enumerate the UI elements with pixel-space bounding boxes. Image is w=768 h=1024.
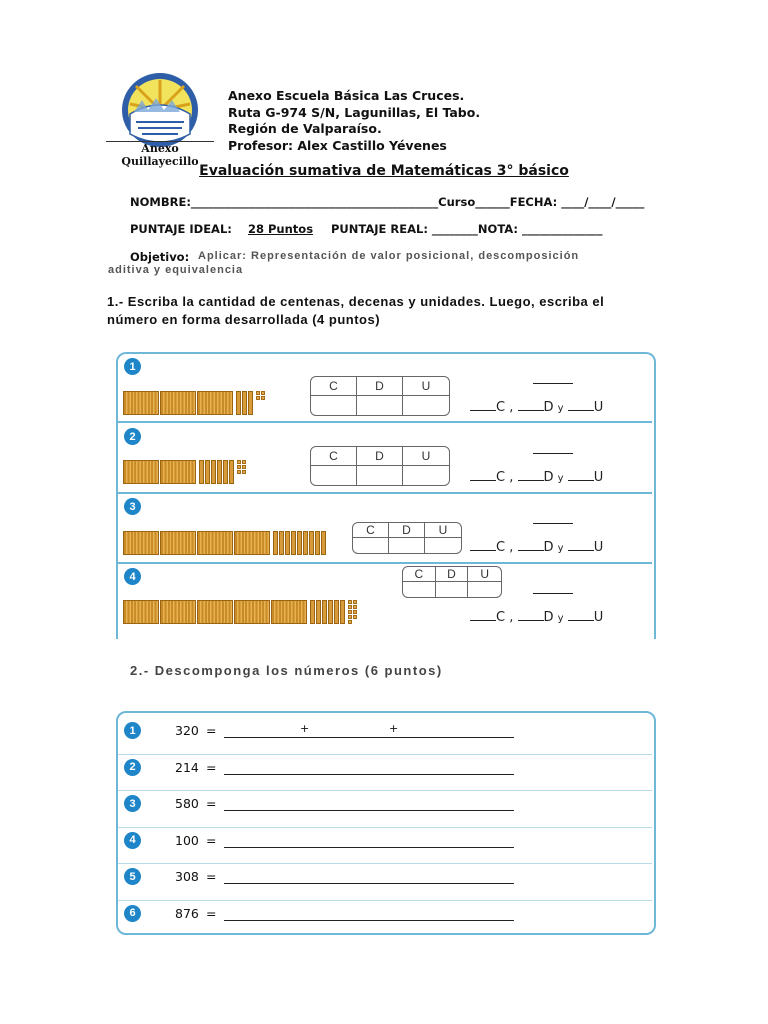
answer-label: , (509, 540, 514, 555)
answer-label: C (496, 470, 506, 485)
cdu-header: D (357, 447, 403, 466)
row-divider (118, 754, 652, 755)
cdu-header: C (311, 447, 357, 466)
answer-blank[interactable] (470, 608, 496, 621)
equals-sign: = (206, 905, 217, 921)
objective-text-2: aditiva y equivalencia (108, 264, 244, 276)
answer-blank[interactable] (470, 538, 496, 551)
unit-cube (348, 615, 352, 619)
cdu-answer-cell[interactable] (403, 396, 449, 415)
answer-label: U (593, 610, 604, 625)
answer-blank[interactable] (518, 468, 544, 481)
unit-cube (353, 605, 357, 609)
answer-blank[interactable] (470, 468, 496, 481)
row-divider (118, 790, 652, 791)
school-region: Región de Valparaíso. (228, 121, 382, 136)
hundred-block (234, 531, 270, 555)
item-number-badge: 6 (124, 905, 141, 922)
ten-rod (291, 531, 296, 555)
school-info (228, 88, 480, 154)
unit-cube (256, 396, 260, 400)
unit-cubes (348, 600, 357, 624)
cdu-header: U (425, 523, 461, 538)
row-divider (118, 827, 652, 828)
answer-label: C (496, 400, 506, 415)
number-to-decompose: 308 (175, 869, 199, 884)
ten-rod (279, 531, 284, 555)
ten-rod (315, 531, 320, 555)
answer-label: U (593, 540, 604, 555)
question-2-title: 2.- Descomponga los números (6 puntos) (130, 663, 443, 678)
logo-caption: Anexo Quillayecillo (106, 141, 214, 168)
cdu-header: U (403, 447, 449, 466)
number-answer-line[interactable] (533, 383, 573, 384)
answer-blank[interactable] (568, 398, 594, 411)
hundred-block (234, 600, 270, 624)
ten-rod (217, 460, 222, 484)
answer-blank[interactable] (568, 538, 594, 551)
hundred-block (160, 391, 196, 415)
hundred-block (123, 531, 159, 555)
unit-cube (353, 615, 357, 619)
decomposition-answer-line[interactable] (224, 773, 514, 775)
number-answer-line[interactable] (533, 593, 573, 594)
objective-text-1: Aplicar: Representación de valor posicional, descomposición (198, 250, 580, 262)
ten-rod (248, 391, 253, 415)
unit-cubes (256, 391, 265, 400)
name-field: NOMBRE:___________________________________________Curso______FECHA: ____/____/_____ (130, 195, 645, 209)
plus-sign: + (389, 722, 399, 735)
hundred-block (160, 600, 196, 624)
cdu-answer-cell[interactable] (468, 582, 501, 597)
school-logo (106, 72, 214, 168)
ten-rod (297, 531, 302, 555)
cdu-table (310, 446, 450, 486)
cdu-header: D (357, 377, 403, 396)
hundred-block (123, 460, 159, 484)
answer-label: D (543, 470, 554, 485)
answer-label: , (509, 400, 514, 415)
unit-cube (353, 610, 357, 614)
number-to-decompose: 320 (175, 723, 199, 738)
answer-blank[interactable] (568, 468, 594, 481)
unit-cube (242, 465, 246, 469)
expanded-form-answer (470, 468, 603, 485)
cdu-answer-cell[interactable] (389, 538, 425, 553)
unit-cube (261, 391, 265, 395)
equals-sign: = (206, 759, 217, 775)
row-divider (118, 492, 652, 494)
cdu-answer-cell[interactable] (311, 396, 357, 415)
answer-label: , (509, 470, 514, 485)
equals-sign: = (206, 832, 217, 848)
answer-label: C (496, 610, 506, 625)
hundred-block (271, 600, 307, 624)
unit-cube (242, 470, 246, 474)
answer-label: y (557, 543, 564, 554)
ideal-score-label: PUNTAJE IDEAL: (130, 222, 232, 236)
cdu-answer-cell[interactable] (311, 466, 357, 485)
answer-label: D (543, 400, 554, 415)
expanded-form-answer (470, 538, 603, 555)
ten-rod (242, 391, 247, 415)
cdu-header: C (353, 523, 389, 538)
number-answer-line[interactable] (533, 523, 573, 524)
school-name: Anexo Escuela Básica Las Cruces. (228, 88, 465, 103)
answer-blank[interactable] (470, 398, 496, 411)
ten-rod (211, 460, 216, 484)
ten-rod (316, 600, 321, 624)
hundred-block (160, 460, 196, 484)
hundred-block (197, 391, 233, 415)
hundred-block (160, 531, 196, 555)
cdu-table (402, 566, 502, 598)
answer-blank[interactable] (568, 608, 594, 621)
item-number-badge: 3 (124, 795, 141, 812)
answer-label: y (557, 473, 564, 484)
unit-cube (242, 460, 246, 464)
ten-rod (199, 460, 204, 484)
answer-label: U (593, 470, 604, 485)
number-answer-line[interactable] (533, 453, 573, 454)
question-2-panel (116, 711, 656, 935)
row-divider (118, 900, 652, 901)
ten-rod (229, 460, 234, 484)
decomposition-answer-line[interactable] (224, 736, 514, 738)
hundred-block (123, 600, 159, 624)
answer-blank[interactable] (518, 538, 544, 551)
answer-label: D (543, 610, 554, 625)
ten-rod (273, 531, 278, 555)
cdu-answer-cell[interactable] (403, 466, 449, 485)
decomposition-answer-line[interactable] (224, 919, 514, 921)
cdu-answer-cell[interactable] (403, 582, 436, 597)
answer-label: y (557, 403, 564, 414)
cdu-header: C (311, 377, 357, 396)
answer-label: y (557, 613, 564, 624)
number-to-decompose: 876 (175, 905, 199, 921)
cdu-table (310, 376, 450, 416)
cdu-header: D (436, 567, 469, 582)
question-1-line-2: número en forma desarrollada (4 puntos) (107, 312, 381, 327)
unit-cube (348, 605, 352, 609)
cdu-answer-cell[interactable] (357, 466, 403, 485)
real-score-field: PUNTAJE REAL: ________NOTA: ______________ (331, 222, 603, 236)
equals-sign: = (206, 723, 217, 738)
row-divider (118, 562, 652, 564)
school-address: Ruta G-974 S/N, Lagunillas, El Tabo. (228, 104, 481, 120)
cdu-table (352, 522, 462, 554)
unit-cubes (237, 460, 246, 474)
cdu-header: D (389, 523, 425, 538)
objective-label: Objetivo: (130, 250, 190, 264)
plus-sign: + (300, 722, 310, 735)
cdu-answer-cell[interactable] (425, 538, 461, 553)
hundred-block (123, 391, 159, 415)
item-number-badge: 4 (124, 568, 141, 585)
ten-rod (321, 531, 326, 555)
question-1-line-1: 1.- Escriba la cantidad de centenas, decenas y unidades. Luego, escriba el (107, 294, 605, 309)
equals-sign: = (206, 796, 217, 811)
answer-blank[interactable] (518, 398, 544, 411)
decomposition-answer-line[interactable] (224, 846, 514, 848)
ideal-score-value: 28 Puntos (248, 222, 314, 236)
unit-cube (348, 620, 352, 624)
item-number-badge: 2 (124, 428, 141, 445)
ten-rod (223, 460, 228, 484)
answer-label: C (496, 540, 506, 555)
ten-rod (309, 531, 314, 555)
ten-rod (328, 600, 333, 624)
number-to-decompose: 580 (175, 796, 199, 811)
teacher-name: Profesor: Alex Castillo Yévenes (228, 137, 447, 153)
row-divider (118, 863, 652, 864)
cdu-header: U (468, 567, 501, 582)
expanded-form-answer (470, 398, 603, 415)
cdu-answer-cell[interactable] (353, 538, 389, 553)
hundred-block (197, 600, 233, 624)
item-number-badge: 2 (124, 759, 141, 776)
item-number-badge: 3 (124, 498, 141, 515)
cdu-header: U (403, 377, 449, 396)
number-to-decompose: 100 (175, 832, 199, 848)
unit-cube (353, 600, 357, 604)
ten-rod (340, 600, 345, 624)
question-1-title (107, 293, 667, 329)
decomposition-answer-line[interactable] (224, 882, 514, 884)
item-number-badge: 1 (124, 722, 141, 739)
unit-cube (256, 391, 260, 395)
ten-rod (285, 531, 290, 555)
answer-label: U (593, 400, 604, 415)
decomposition-answer-line[interactable] (224, 809, 514, 811)
cdu-header: C (403, 567, 436, 582)
ten-rod (334, 600, 339, 624)
unit-cube (348, 610, 352, 614)
expanded-form-answer (470, 608, 603, 625)
hundred-block (197, 531, 233, 555)
ten-rod (205, 460, 210, 484)
unit-cube (237, 465, 241, 469)
ten-rod (303, 531, 308, 555)
item-number-badge: 4 (124, 832, 141, 849)
answer-label: , (509, 610, 514, 625)
number-to-decompose: 214 (175, 759, 199, 775)
ten-rod (310, 600, 315, 624)
unit-cube (261, 396, 265, 400)
cdu-answer-cell[interactable] (436, 582, 469, 597)
page-title: Evaluación sumativa de Matemáticas 3° básico (199, 163, 569, 179)
unit-cube (237, 460, 241, 464)
cdu-answer-cell[interactable] (357, 396, 403, 415)
equals-sign: = (206, 869, 217, 884)
ten-rod (322, 600, 327, 624)
answer-blank[interactable] (518, 608, 544, 621)
answer-label: D (543, 540, 554, 555)
unit-cube (237, 470, 241, 474)
row-divider (118, 421, 652, 423)
item-number-badge: 1 (124, 358, 141, 375)
ten-rod (236, 391, 241, 415)
unit-cube (348, 600, 352, 604)
item-number-badge: 5 (124, 868, 141, 885)
